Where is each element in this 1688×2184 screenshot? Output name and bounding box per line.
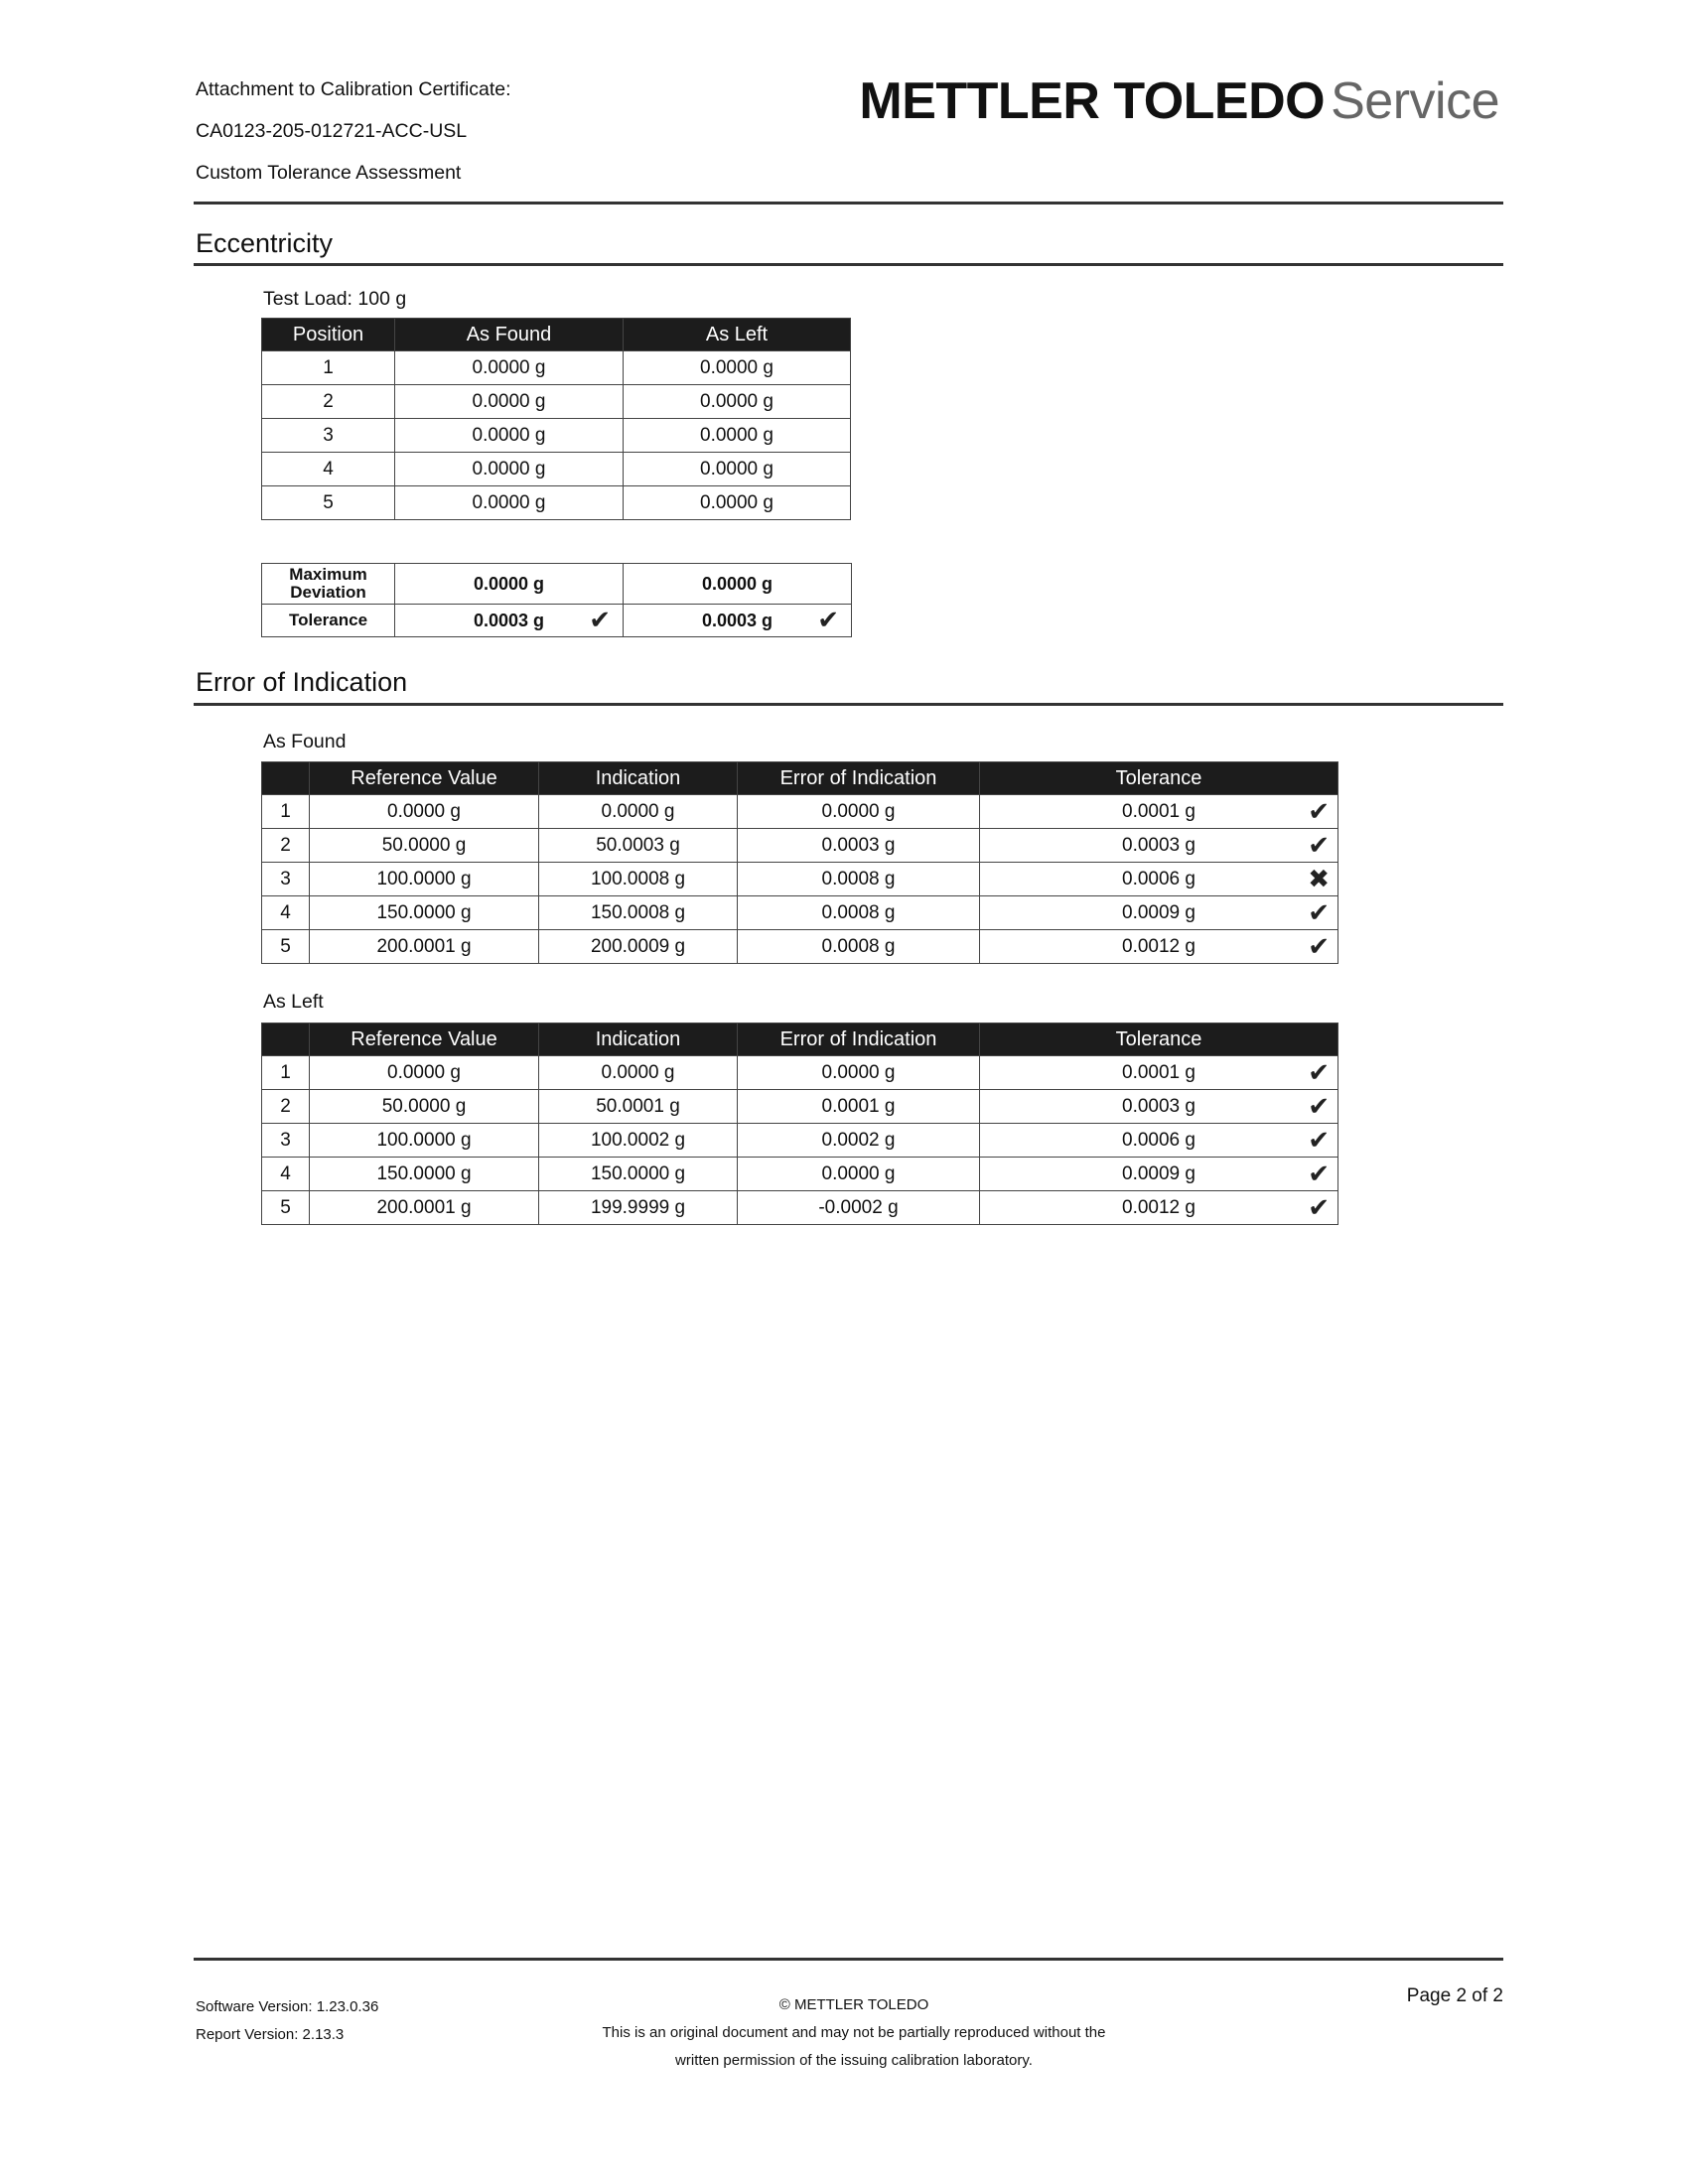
column-header: [262, 762, 310, 795]
as-left-label: As Left: [263, 991, 324, 1013]
table-row: [262, 829, 1338, 863]
table-cell: 4: [262, 453, 395, 486]
table-cell: 3: [262, 419, 395, 453]
table-cell: 0.0000 g: [624, 419, 851, 453]
table-row: [262, 863, 1338, 896]
indication: 50.0001 g: [539, 1090, 738, 1124]
eccentricity-table: [261, 318, 851, 520]
check-icon: ✔: [1308, 1091, 1330, 1122]
page-number: Page 2 of 2: [1406, 1985, 1503, 2006]
column-header: Reference Value: [310, 762, 539, 795]
copyright: © METTLER TOLEDO: [778, 1996, 929, 2013]
certificate-header: [196, 79, 511, 205]
table-row: [262, 1124, 1338, 1158]
column-header: Error of Indication: [738, 762, 980, 795]
tolerance-row: [262, 605, 852, 637]
header-line-3: Custom Tolerance Assessment: [196, 162, 462, 184]
reference-value: 150.0000 g: [310, 896, 539, 930]
notice-line-2: written permission of the issuing calibration laboratory.: [675, 2052, 1033, 2069]
reference-value: 50.0000 g: [310, 1090, 539, 1124]
reference-value: 0.0000 g: [310, 795, 539, 829]
table-cell: 0.0000 g: [624, 453, 851, 486]
table-row: [262, 1056, 1338, 1090]
max-deviation-row: [262, 564, 852, 605]
tolerance-cell: [980, 1158, 1338, 1191]
check-icon: ✔: [1308, 796, 1330, 827]
test-load-label: Test Load: 100 g: [263, 288, 407, 310]
table-cell: 0.0000 g: [395, 351, 624, 385]
max-deviation-label: Maximum Deviation: [262, 564, 395, 605]
row-number: 5: [262, 930, 310, 964]
tolerance-value: 0.0003 g: [1122, 1095, 1196, 1117]
error-of-indication-title: Error of Indication: [196, 667, 408, 697]
max-deviation-as-left: 0.0000 g: [624, 564, 852, 605]
tolerance-value: 0.0009 g: [1122, 901, 1196, 923]
indication: 0.0000 g: [539, 1056, 738, 1090]
indication: 0.0000 g: [539, 795, 738, 829]
error-value: 0.0000 g: [738, 1056, 980, 1090]
column-header: As Found: [395, 319, 624, 351]
table-cell: 0.0000 g: [395, 419, 624, 453]
tolerance-value: 0.0001 g: [1122, 800, 1196, 822]
report-version: Report Version: 2.13.3: [196, 2026, 345, 2043]
check-icon: ✔: [1308, 897, 1330, 928]
table-cell: 0.0000 g: [395, 385, 624, 419]
indication: 150.0008 g: [539, 896, 738, 930]
tolerance-cell: [980, 930, 1338, 964]
row-number: 3: [262, 1124, 310, 1158]
check-icon: ✔: [1308, 931, 1330, 962]
tolerance-cell: [980, 1191, 1338, 1225]
tolerance-value: 0.0012 g: [1122, 1196, 1196, 1218]
row-number: 5: [262, 1191, 310, 1225]
column-header: [262, 1024, 310, 1056]
check-icon: ✔: [1308, 1192, 1330, 1223]
tolerance-as-left: [624, 605, 852, 637]
table-cell: 0.0000 g: [395, 453, 624, 486]
tolerance-value: 0.0006 g: [1122, 1129, 1196, 1151]
table-row: [262, 795, 1338, 829]
tolerance-value: 0.0001 g: [1122, 1061, 1196, 1083]
check-icon: ✔: [589, 606, 611, 635]
as-left-table: [261, 1023, 1338, 1225]
company-logo: [859, 71, 1499, 131]
tolerance-cell: [980, 863, 1338, 896]
indication: 100.0008 g: [539, 863, 738, 896]
tolerance-value: 0.0003 g: [1122, 834, 1196, 856]
error-value: -0.0002 g: [738, 1191, 980, 1225]
table-row: [262, 1090, 1338, 1124]
cross-icon: ✖: [1308, 864, 1330, 894]
header-line-1: Attachment to Calibration Certificate:: [196, 78, 511, 100]
column-header: Position: [262, 319, 395, 351]
reference-value: 100.0000 g: [310, 1124, 539, 1158]
table-row: [262, 1191, 1338, 1225]
row-number: 2: [262, 1090, 310, 1124]
column-header: Indication: [539, 762, 738, 795]
tolerance-label: Tolerance: [262, 605, 395, 637]
column-header: Tolerance: [980, 1024, 1338, 1056]
table-cell: 2: [262, 385, 395, 419]
error-value: 0.0000 g: [738, 795, 980, 829]
column-header: Reference Value: [310, 1024, 539, 1056]
table-cell: 1: [262, 351, 395, 385]
header-divider: [194, 202, 1503, 205]
row-number: 3: [262, 863, 310, 896]
table-cell: 0.0000 g: [395, 486, 624, 520]
tolerance-as-found: [395, 605, 624, 637]
tolerance-cell: [980, 795, 1338, 829]
tolerance-cell: [980, 1090, 1338, 1124]
tolerance-cell: [980, 1056, 1338, 1090]
check-icon: ✔: [1308, 1159, 1330, 1189]
row-number: 1: [262, 795, 310, 829]
indication: 100.0002 g: [539, 1124, 738, 1158]
reference-value: 150.0000 g: [310, 1158, 539, 1191]
reference-value: 0.0000 g: [310, 1056, 539, 1090]
tolerance-as-left-value: 0.0003 g: [701, 610, 774, 630]
footer-notice: [556, 1991, 1152, 2075]
row-number: 1: [262, 1056, 310, 1090]
footer-versions: [196, 1993, 378, 2049]
column-header: Tolerance: [980, 762, 1338, 795]
table-row: [262, 385, 851, 419]
eccentricity-summary-table: [261, 563, 852, 637]
table-cell: 0.0000 g: [624, 385, 851, 419]
table-row: [262, 453, 851, 486]
row-number: 4: [262, 1158, 310, 1191]
max-deviation-as-found: 0.0000 g: [395, 564, 624, 605]
error-value: 0.0008 g: [738, 863, 980, 896]
table-row: [262, 896, 1338, 930]
check-icon: ✔: [1308, 830, 1330, 861]
as-found-table: [261, 761, 1338, 964]
tolerance-value: 0.0006 g: [1122, 868, 1196, 889]
error-value: 0.0002 g: [738, 1124, 980, 1158]
tolerance-value: 0.0012 g: [1122, 935, 1196, 957]
check-icon: ✔: [1308, 1125, 1330, 1156]
indication: 50.0003 g: [539, 829, 738, 863]
table-row: [262, 351, 851, 385]
table-cell: 5: [262, 486, 395, 520]
error-value: 0.0000 g: [738, 1158, 980, 1191]
error-value: 0.0008 g: [738, 930, 980, 964]
column-header: Indication: [539, 1024, 738, 1056]
indication: 199.9999 g: [539, 1191, 738, 1225]
header-line-2: CA0123-205-012721-ACC-USL: [196, 120, 468, 142]
tolerance-value: 0.0009 g: [1122, 1162, 1196, 1184]
indication: 150.0000 g: [539, 1158, 738, 1191]
error-value: 0.0001 g: [738, 1090, 980, 1124]
reference-value: 100.0000 g: [310, 863, 539, 896]
eccentricity-divider: [194, 263, 1503, 266]
check-icon: ✔: [1308, 1057, 1330, 1088]
column-header: As Left: [624, 319, 851, 351]
row-number: 4: [262, 896, 310, 930]
notice-line-1: This is an original document and may not be partially reproduced without the: [602, 2024, 1106, 2041]
table-cell: 0.0000 g: [624, 486, 851, 520]
error-value: 0.0003 g: [738, 829, 980, 863]
tolerance-cell: [980, 896, 1338, 930]
row-number: 2: [262, 829, 310, 863]
reference-value: 200.0001 g: [310, 1191, 539, 1225]
tolerance-cell: [980, 829, 1338, 863]
indication: 200.0009 g: [539, 930, 738, 964]
footer-divider: [194, 1958, 1503, 1961]
software-version: Software Version: 1.23.0.36: [196, 1998, 379, 2015]
reference-value: 200.0001 g: [310, 930, 539, 964]
table-row: [262, 1158, 1338, 1191]
error-of-indication-divider: [194, 703, 1503, 706]
logo-bold-text: METTLER TOLEDO: [859, 72, 1326, 130]
eccentricity-title: Eccentricity: [196, 228, 334, 258]
table-row: [262, 930, 1338, 964]
table-cell: 0.0000 g: [624, 351, 851, 385]
table-row: [262, 486, 851, 520]
as-found-label: As Found: [263, 731, 347, 752]
logo-light-text: Service: [1331, 72, 1499, 130]
check-icon: ✔: [817, 606, 839, 635]
tolerance-as-found-value: 0.0003 g: [473, 610, 545, 630]
tolerance-cell: [980, 1124, 1338, 1158]
column-header: Error of Indication: [738, 1024, 980, 1056]
error-value: 0.0008 g: [738, 896, 980, 930]
reference-value: 50.0000 g: [310, 829, 539, 863]
table-row: [262, 419, 851, 453]
